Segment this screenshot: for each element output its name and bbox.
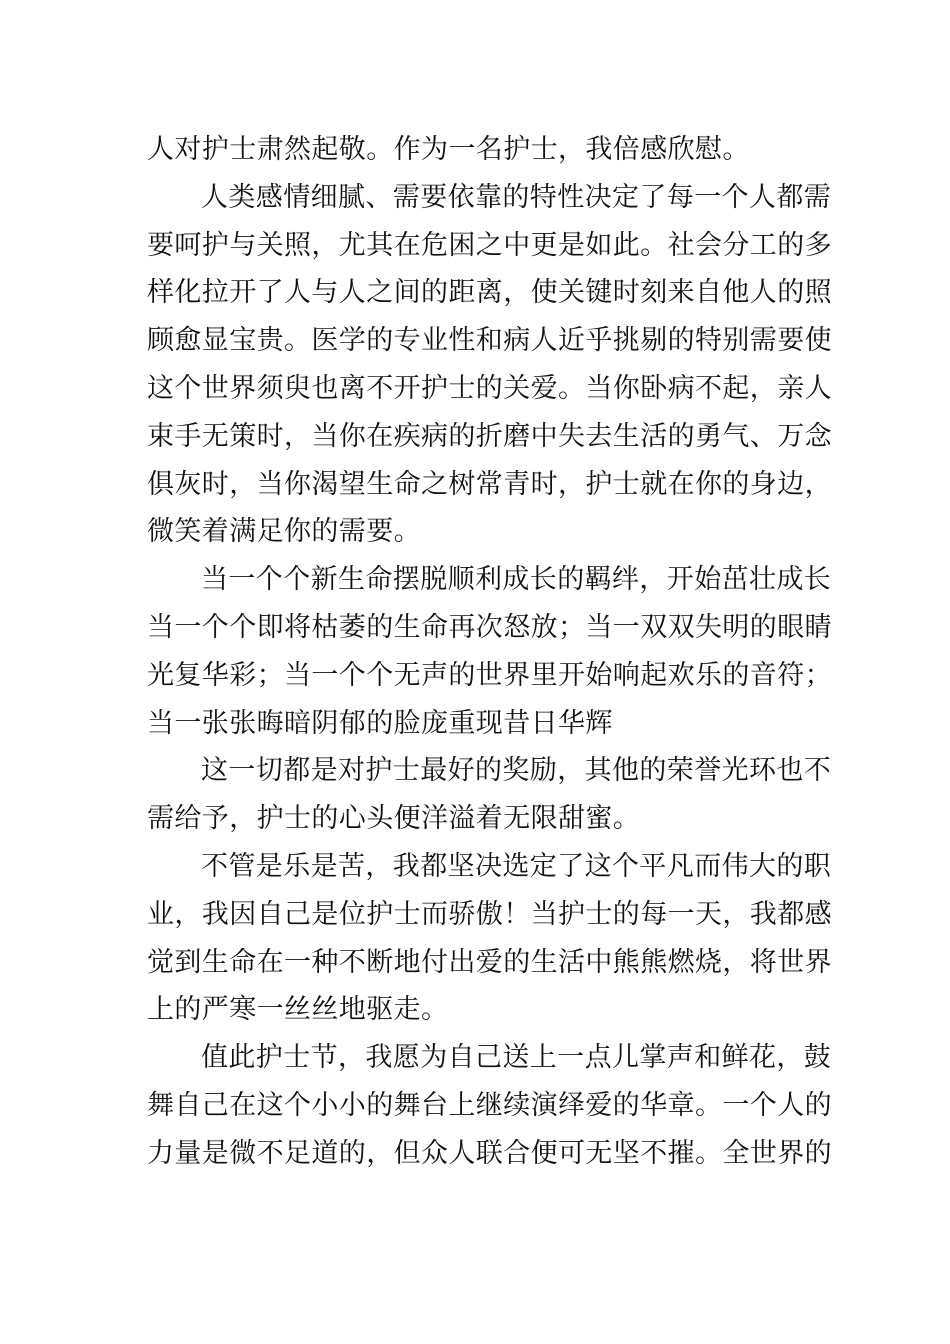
text-line: 当一个个新生命摆脱顺利成长的羁绊，开始茁壮成长: [201, 564, 832, 596]
text-line: 上的严寒一丝丝地驱走。: [147, 994, 449, 1026]
text-line: 值此护士节，我愿为自己送上一点儿掌声和鲜花，鼓: [201, 1042, 832, 1074]
text-line: 俱灰时，当你渴望生命之树常青时，护士就在你的身边，: [147, 468, 832, 500]
text-line: 光复华彩；当一个个无声的世界里开始响起欢乐的音符；: [147, 659, 832, 691]
body-text: [147, 126, 832, 1178]
text-line: 微笑着满足你的需要。: [147, 516, 421, 548]
text-line: 人对护士肃然起敬。作为一名护士，我倍感欣慰。: [147, 134, 750, 165]
text-line: 样化拉开了人与人之间的距离，使关键时刻来自他人的照: [147, 277, 832, 309]
text-line: 不管是乐是苦，我都坚决选定了这个平凡而伟大的职: [201, 850, 832, 882]
text-line: 当一张张晦暗阴郁的脸庞重现昔日华辉: [147, 707, 613, 739]
text-line: 力量是微不足道的，但众人联合便可无坚不摧。全世界的: [147, 1137, 832, 1169]
text-line: 当一个个即将枯萎的生命再次怒放；当一双双失明的眼睛: [147, 611, 832, 643]
text-line: 顾愈显宝贵。医学的专业性和病人近乎挑剔的特别需要使: [147, 325, 832, 357]
text-line: 人类感情细腻、需要依靠的特性决定了每一个人都需: [201, 181, 832, 213]
text-line: 业，我因自己是位护士而骄傲！当护士的每一天，我都感: [147, 898, 832, 930]
text-line: 需给予，护士的心头便洋溢着无限甜蜜。: [147, 803, 641, 835]
text-line: 要呵护与关照，尤其在危困之中更是如此。社会分工的多: [147, 229, 832, 261]
text-line: 这一切都是对护士最好的奖励，其他的荣誉光环也不: [201, 755, 832, 787]
text-line: 觉到生命在一种不断地付出爱的生活中熊熊燃烧，将世界: [147, 946, 832, 978]
text-line: 这个世界须臾也离不开护士的关爱。当你卧病不起，亲人: [147, 372, 832, 404]
text-line: 束手无策时，当你在疾病的折磨中失去生活的勇气、万念: [147, 420, 832, 452]
text-line: 舞自己在这个小小的舞台上继续演绎爱的华章。一个人的: [147, 1089, 832, 1121]
